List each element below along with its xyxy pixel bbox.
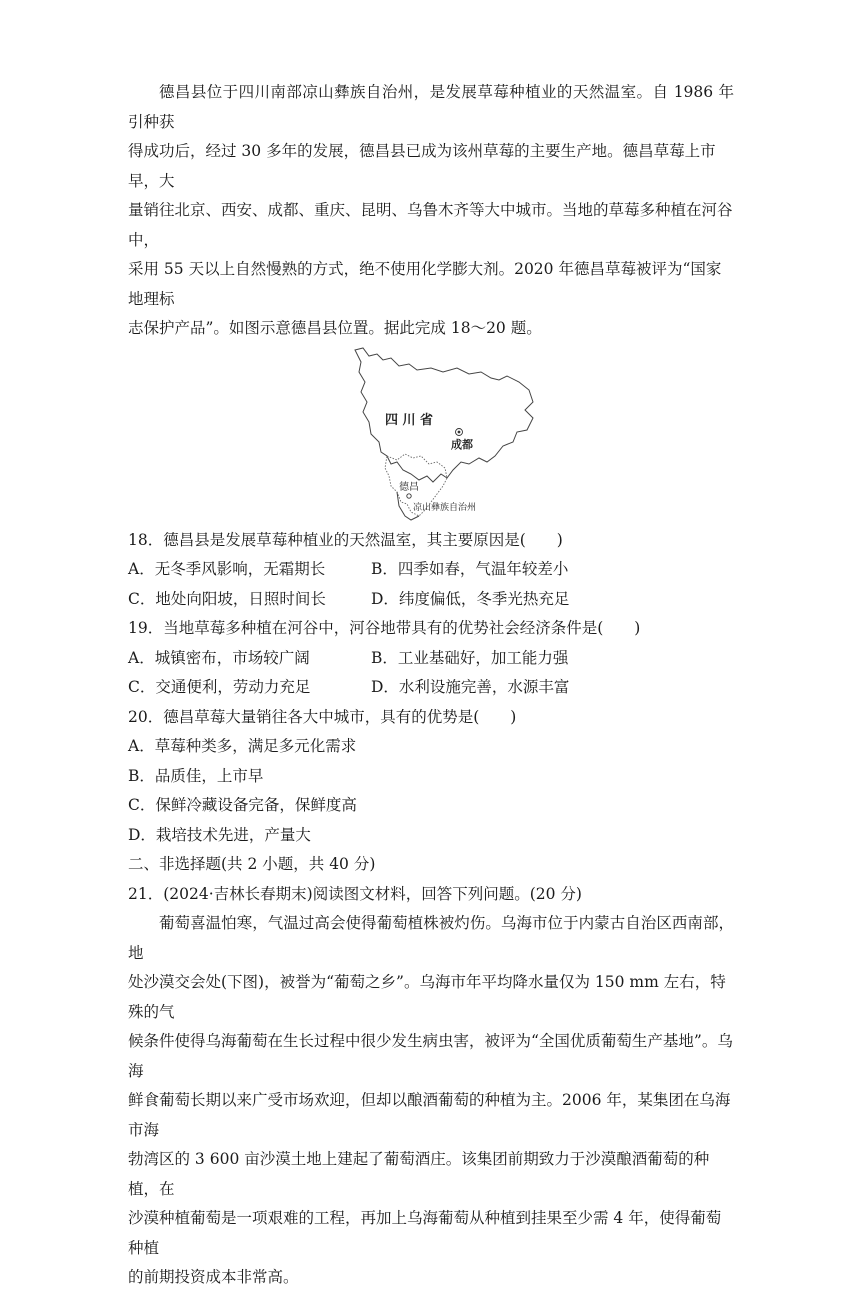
prefecture-label: 凉山彝族自治州 (413, 502, 477, 513)
question-stem: 20．德昌草莓大量销往各大中城市，具有的优势是( ) (128, 707, 517, 726)
question-21 (128, 880, 734, 1293)
question-stem: 21．(2024·吉林长春期末)阅读图文材料，回答下列问题。(20 分) (128, 884, 582, 903)
capital-label: 成都 (451, 437, 473, 451)
question-20 (128, 703, 734, 851)
option-b: B．品质佳，上市早 (128, 766, 264, 785)
county-symbol (407, 493, 411, 497)
section-heading: 二、非选择题(共 2 小题，共 40 分) (128, 855, 376, 873)
option-b: B．工业基础好，加工能力强 (371, 648, 569, 667)
option-c: C．交通便利，劳动力充足 (128, 678, 311, 696)
question-19 (128, 614, 734, 703)
material-line: 葡萄喜温怕寒，气温过高会使得葡萄植株被灼伤。乌海市位于内蒙古自治区西南部，地 (128, 914, 734, 962)
question-18 (128, 526, 734, 615)
material-line: 沙漠种植葡萄是一项艰难的工程，再加上乌海葡萄从种植到挂果至少需 4 年，使得葡萄种植 (128, 1209, 722, 1257)
sichuan-map-figure (128, 346, 734, 522)
passage-line: 量销往北京、西安、成都、重庆、昆明、乌鲁木齐等大中城市。当地的草莓多种植在河谷中， (128, 201, 733, 249)
passage-line: 得成功后，经过 30 多年的发展，德昌县已成为该州草莓的主要生产地。德昌草莓上市早，大 (128, 142, 716, 190)
passage-line: 德昌县位于四川南部凉山彝族自治州，是发展草莓种植业的天然温室。自 1986 年引种获 (128, 83, 734, 131)
material-line: 鲜食葡萄长期以来广受市场欢迎，但却以酿酒葡萄的种植为主。2006 年，某集团在乌海市海 (128, 1091, 731, 1139)
passage-line: 采用 55 天以上自然慢熟的方式，绝不使用化学膨大剂。2020 年德昌草莓被评为“国家地理标 (128, 260, 722, 308)
province-label: 四 川 省 (385, 412, 434, 428)
material-line: 候条件使得乌海葡萄在生长过程中很少发生病虫害，被评为“全国优质葡萄生产基地”。乌海 (128, 1032, 733, 1080)
passage-line: 志保护产品”。如图示意德昌县位置。据此完成 18～20 题。 (128, 319, 542, 337)
option-a: A．草莓种类多，满足多元化需求 (128, 737, 357, 755)
option-a: A．无冬季风影响，无霜期长 (128, 560, 326, 578)
sichuan-map (347, 346, 537, 522)
option-d: D．水利设施完善，水源丰富 (371, 678, 570, 696)
question-stem: 18．德昌县是发展草莓种植业的天然温室，其主要原因是( ) (128, 530, 563, 549)
document-page (128, 78, 734, 1293)
material-line: 的前期投资成本非常高。 (128, 1268, 299, 1286)
material-line: 勃湾区的 3 600 亩沙漠土地上建起了葡萄酒庄。该集团前期致力于沙漠酿酒葡萄的种植，在 (128, 1150, 710, 1198)
intro-passage (128, 78, 734, 344)
option-a: A．城镇密布，市场较广阔 (128, 648, 310, 667)
option-c: C．保鲜冷藏设备完备，保鲜度高 (128, 796, 357, 814)
option-d: D．纬度偏低，冬季光热充足 (371, 589, 570, 608)
capital-dot (458, 430, 461, 433)
option-d: D．栽培技术先进，产量大 (128, 825, 311, 844)
material-line: 处沙漠交会处(下图)，被誉为“葡萄之乡”。乌海市年平均降水量仅为 150 mm 左右，特殊的气 (128, 973, 726, 1021)
option-c: C．地处向阳坡，日照时间长 (128, 589, 326, 608)
option-b: B．四季如春，气温年较差小 (371, 560, 569, 578)
question-stem: 19．当地草莓多种植在河谷中，河谷地带具有的优势社会经济条件是( ) (128, 619, 641, 637)
province-outline (355, 348, 533, 482)
county-label: 德昌 (399, 481, 419, 493)
